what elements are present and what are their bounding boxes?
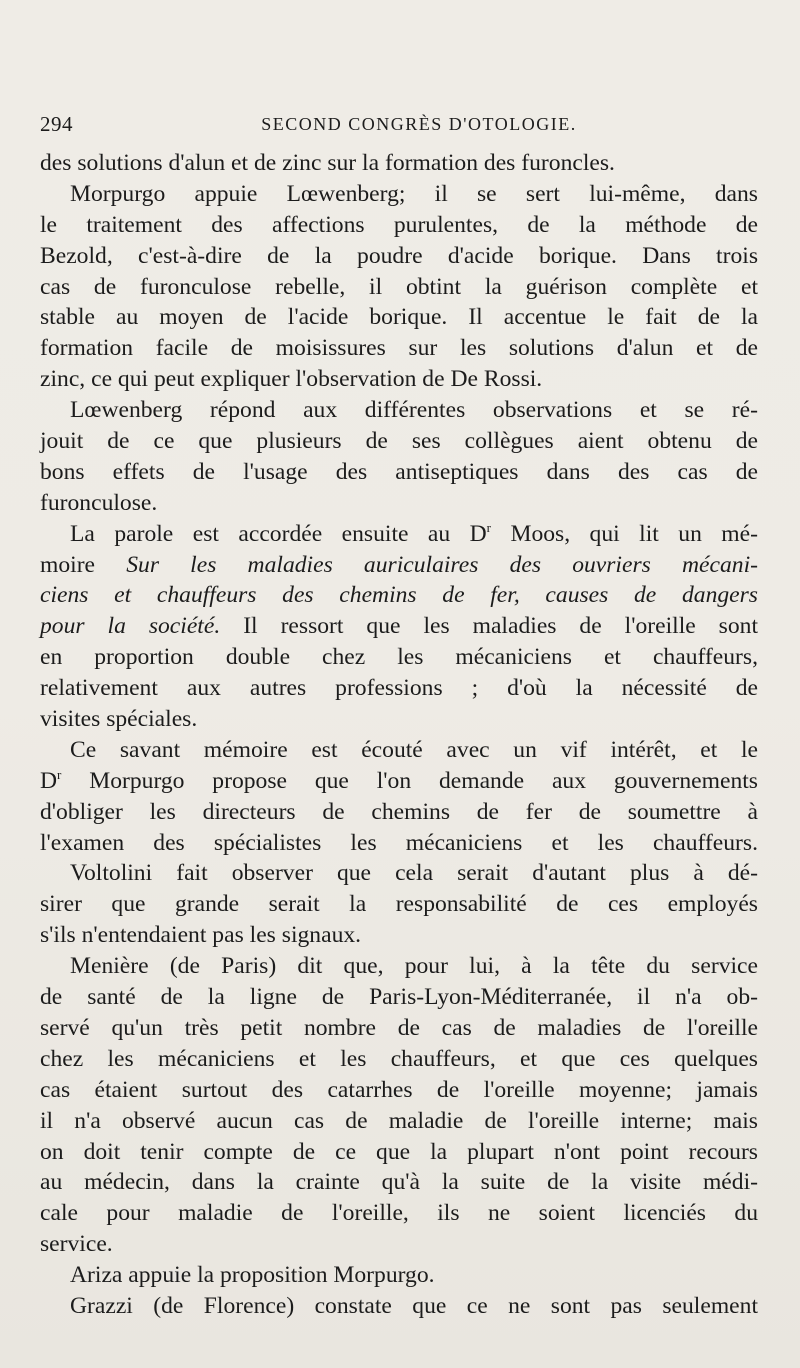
text-line [40,1106,758,1137]
line-text: Grazzi (de Florence) constate que ce ne sont pas seulement [70,1292,758,1319]
text-line [40,982,758,1013]
line-text: bons effets de l'usage des antiseptiques dans des cas de [40,458,758,485]
line-text: de santé de la ligne de Paris-Lyon-Méditerranée, il n'a ob- [40,984,758,1011]
text-line [40,611,758,642]
line-text: stable au moyen de l'acide borique. Il accentue le fait de la [40,304,758,331]
text-line [40,766,758,797]
line-text: zinc, ce qui peut expliquer l'observation de De Rossi. [40,366,543,393]
page-number: 294 [40,112,73,136]
text-line [40,735,758,766]
line-text: Ce savant mémoire est écouté avec un vif intérêt, et le [70,736,758,763]
line-text: La parole est accordée ensuite au D [70,520,487,547]
body-text [40,148,758,1322]
line-text-continued: Il ressort que les maladies de l'oreille sont [220,613,759,640]
text-line [40,519,758,550]
text-line [40,673,758,704]
text-line [40,580,758,611]
page-header [40,112,760,142]
line-text-continued: Moos, qui lit un mé- [491,520,758,547]
line-text: moire [40,551,127,578]
text-line [40,920,758,951]
text-line [40,704,758,735]
text-line [40,1167,758,1198]
text-line [40,1044,758,1075]
line-text: service. [40,1231,113,1258]
line-text: en proportion double chez les mécaniciens et chauffeurs, [40,644,758,671]
text-line [40,642,758,673]
text-line [40,241,758,272]
line-text: cas étaient surtout des catarrhes de l'oreille moyenne; jamais [40,1076,758,1103]
line-text: visites spéciales. [40,706,198,733]
line-text: Lœwenberg répond aux différentes observations et se ré- [70,397,758,424]
line-text: jouit de ce que plusieurs de ses collègues aient obtenu de [40,428,758,455]
text-line [40,210,758,241]
text-line [40,333,758,364]
line-text: au médecin, dans la crainte qu'à la suite de la visite médi- [40,1169,758,1196]
italic-title: ciens et chauffeurs des chemins de fer, causes de dangers [40,582,758,609]
line-text: s'ils n'entendaient pas les signaux. [40,922,362,949]
line-text: des solutions d'alun et de zinc sur la formation des furoncles. [40,150,615,176]
line-text: D [40,767,58,794]
line-text: cale pour maladie de l'oreille, ils ne soient licenciés du [40,1200,758,1227]
line-text: formation facile de moisissures sur les solutions d'alun et de [40,335,758,362]
line-text: le traitement des affections purulentes, de la méthode de [40,211,758,238]
text-line [40,395,758,426]
line-text: sirer que grande serait la responsabilité de ces employés [40,891,758,918]
line-text: il n'a observé aucun cas de maladie de l'oreille interne; mais [40,1107,758,1134]
superscript: r [57,766,62,782]
line-text: furonculose. [40,489,158,516]
text-line [40,1229,758,1260]
text-line [40,1260,758,1291]
line-text: Ariza appuie la proposition Morpurgo. [70,1262,435,1289]
text-line [40,1137,758,1168]
italic-title: pour la société. [40,613,221,640]
line-text: d'obliger les directeurs de chemins de fer de soumettre à [40,798,758,825]
text-line [40,148,758,179]
text-line [40,1013,758,1044]
line-text: chez les mécaniciens et les chauffeurs, et que ces quelques [40,1045,758,1072]
text-line [40,951,758,982]
text-line [40,488,758,519]
text-line [40,426,758,457]
running-title: SECOND CONGRÈS D'OTOLOGIE. [261,114,577,134]
text-line [40,797,758,828]
text-line [40,858,758,889]
text-line [40,457,758,488]
text-line [40,1198,758,1229]
line-text: on doit tenir compte de ce que la plupart n'ont point recours [40,1138,758,1165]
line-text: Menière (de Paris) dit que, pour lui, à la tête du service [70,953,758,980]
text-line [40,828,758,859]
text-line [40,889,758,920]
line-text: servé qu'un très petit nombre de cas de maladies de l'oreille [40,1014,758,1041]
text-line [40,550,758,581]
text-line [40,1075,758,1106]
text-line [40,1291,758,1322]
line-text: l'examen des spécialistes les mécaniciens et les chauffeurs. [40,829,758,856]
superscript: r [486,519,492,535]
line-text: Morpurgo appuie Lœwenberg; il se sert lui-même, dans [70,180,758,207]
line-text: relativement aux autres professions ; d'où la nécessité de [40,675,758,702]
line-text: cas de furonculose rebelle, il obtint la guérison complète et [40,273,758,300]
line-text: Bezold, c'est-à-dire de la poudre d'acide borique. Dans trois [40,242,758,269]
italic-title: Sur les maladies auriculaires des ouvriers mécani- [126,551,758,578]
text-line [40,179,758,210]
text-line [40,302,758,333]
text-line [40,272,758,303]
text-line [40,364,758,395]
line-text-continued: Morpurgo propose que l'on demande aux gouvernements [61,767,758,794]
line-text: Voltolini fait observer que cela serait d'autant plus à dé- [70,860,758,887]
